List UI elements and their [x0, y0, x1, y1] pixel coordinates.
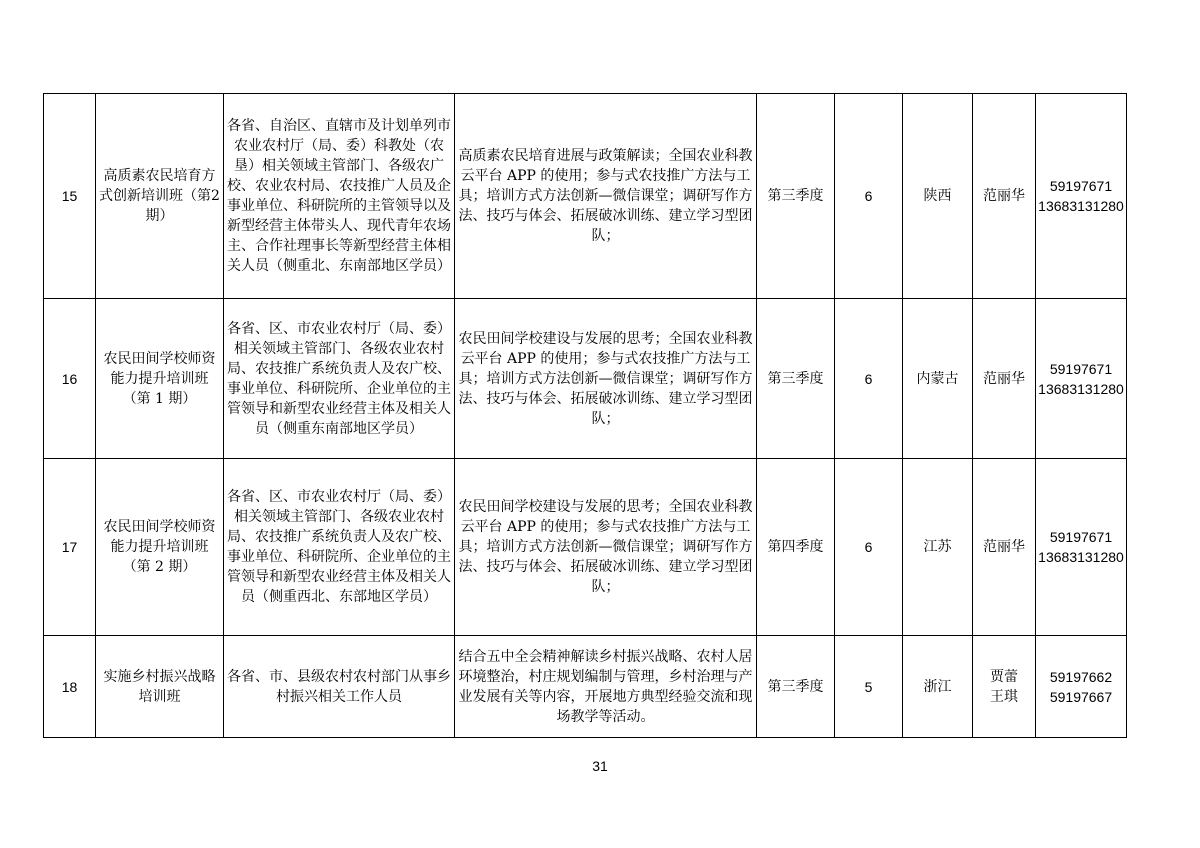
days: 5	[835, 636, 903, 738]
phone-secondary: 59197667	[1049, 688, 1113, 705]
phone-primary: 59197671	[1049, 178, 1113, 194]
contact-name: 范丽华	[973, 299, 1036, 459]
season: 第三季度	[757, 94, 835, 299]
phone-primary: 59197671	[1049, 529, 1113, 545]
table-row	[44, 636, 1127, 738]
target-audience: 各省、区、市农业农村厅（局、委）相关领域主管部门、各级农业农村局、农技推广系统负责人及农广校、事业单位、科研院所、企业单位的主管领导和新型农业经营主体及相关人员（侧重西北、东部地区学员）	[224, 459, 455, 636]
course-title: 农民田间学校师资能力提升培训班（第 1 期）	[96, 299, 224, 459]
days: 6	[835, 299, 903, 459]
target-audience: 各省、市、县级农村农村部门从事乡村振兴相关工作人员	[224, 636, 455, 738]
row-number: 15	[44, 94, 96, 299]
season: 第三季度	[757, 299, 835, 459]
phone-secondary: 13683131280	[1038, 198, 1124, 214]
location: 陕西	[903, 94, 973, 299]
contact-phone	[1036, 94, 1127, 299]
page-number: 31	[592, 758, 608, 774]
course-content: 农民田间学校建设与发展的思考；全国农业科教云平台 APP 的使用；参与式农技推广方法与工具；培训方式方法创新—微信课堂；调研写作方法、技巧与体会、拓展破冰训练、建立学习型团队；	[455, 299, 757, 459]
table-row	[44, 459, 1127, 636]
target-audience: 各省、自治区、直辖市及计划单列市农业农村厅（局、委）科教处（农垦）相关领域主管部门、各级农广校、农业农村局、农技推广人员及企事业单位、科研院所的主管领导以及新型经营主体带头人、现代青年农场主、合作社理事长等新型经营主体相关人员（侧重北、东南部地区学员）	[224, 94, 455, 299]
season: 第三季度	[757, 636, 835, 738]
contact-name: 范丽华	[973, 459, 1036, 636]
contact-name: 范丽华	[973, 94, 1036, 299]
contact-phone	[1036, 459, 1127, 636]
row-number: 17	[44, 459, 96, 636]
contact-phone	[1036, 299, 1127, 459]
location: 内蒙古	[903, 299, 973, 459]
row-number: 16	[44, 299, 96, 459]
location: 江苏	[903, 459, 973, 636]
course-title: 高质素农民培育方式创新培训班（第2期）	[96, 94, 224, 299]
course-title: 农民田间学校师资能力提升培训班（第 2 期）	[96, 459, 224, 636]
phone-secondary: 13683131280	[1038, 549, 1124, 565]
target-audience: 各省、区、市农业农村厅（局、委）相关领域主管部门、各级农业农村局、农技推广系统负责人及农广校、事业单位、科研院所、企业单位的主管领导和新型农业经营主体及相关人员（侧重东南部地区学员）	[224, 299, 455, 459]
contact-name: 贾蕾 王琪	[973, 636, 1036, 738]
phone-secondary: 13683131280	[1038, 380, 1124, 397]
course-content: 结合五中全会精神解读乡村振兴战略、农村人居环境整治，村庄规划编制与管理，乡村治理与产业发展有关等内容，开展地方典型经验交流和现场教学等活动。	[455, 636, 757, 738]
course-content: 农民田间学校建设与发展的思考；全国农业科教云平台 APP 的使用；参与式农技推广方法与工具；培训方式方法创新—微信课堂；调研写作方法、技巧与体会、拓展破冰训练、建立学习型团队；	[455, 459, 757, 636]
phone-primary: 59197671	[1049, 360, 1113, 377]
table-row	[44, 299, 1127, 459]
course-title: 实施乡村振兴战略培训班	[96, 636, 224, 738]
course-content: 高质素农民培育进展与政策解读；全国农业科教云平台 APP 的使用；参与式农技推广方法与工具；培训方式方法创新—微信课堂；调研写作方法、技巧与体会、拓展破冰训练、建立学习型团队；	[455, 94, 757, 299]
season: 第四季度	[757, 459, 835, 636]
phone-primary: 59197662	[1049, 668, 1113, 685]
days: 6	[835, 94, 903, 299]
table-row	[44, 94, 1127, 299]
row-number: 18	[44, 636, 96, 738]
location: 浙江	[903, 636, 973, 738]
training-schedule-table	[43, 93, 1127, 738]
contact-phone	[1036, 636, 1127, 738]
days: 6	[835, 459, 903, 636]
